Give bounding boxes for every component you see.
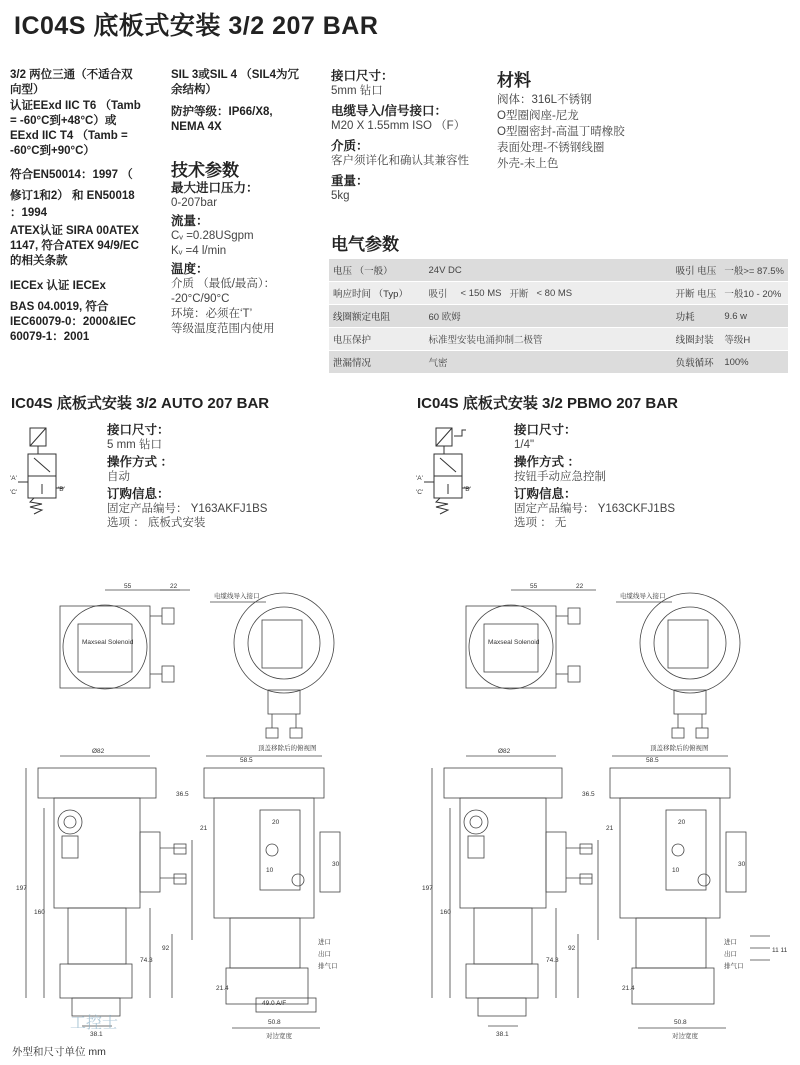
auto-op-label: 操作方式 ： bbox=[107, 455, 173, 469]
dim-22: 22 bbox=[170, 583, 178, 590]
exhaust-label: 排气口 bbox=[724, 963, 744, 970]
dim-10: 10 bbox=[672, 867, 680, 874]
dim-30: 30 bbox=[738, 861, 746, 868]
exhaust-label: 排气口 bbox=[318, 963, 338, 970]
dim-92: 92 bbox=[162, 945, 170, 952]
material-item: 表面处理-不锈钢线圈 bbox=[497, 142, 605, 154]
dim-21-4: 21.4 bbox=[216, 985, 229, 992]
auto-port-label: 接口尺寸： bbox=[107, 423, 170, 437]
table-cell: 一般10 - 20% bbox=[720, 282, 788, 305]
auto-valve-schematic bbox=[8, 424, 98, 516]
auto-order-label: 订购信息： bbox=[107, 487, 170, 501]
port-b-label: 'B' bbox=[58, 486, 65, 493]
inlet-label: 进口 bbox=[724, 939, 737, 946]
dim-55: 55 bbox=[124, 583, 132, 590]
units-footnote: 外型和尺寸单位 mm bbox=[12, 1046, 106, 1058]
top-view-note: 顶盖移除后的俯视图 bbox=[258, 745, 317, 752]
material-heading: 材料 bbox=[497, 71, 531, 90]
table-row bbox=[329, 259, 788, 282]
port-b-label: 'B' bbox=[464, 486, 471, 493]
table-cell: 电压保护 bbox=[329, 328, 425, 351]
tech-heading: 技术参数 bbox=[171, 161, 239, 180]
outlet-label: 出口 bbox=[724, 951, 737, 958]
cert-line: ATEX认证 SIRA 00ATEX bbox=[10, 224, 139, 237]
cert-line: ：1994 bbox=[10, 207, 48, 220]
port-c-label: 'C' bbox=[10, 489, 18, 496]
dim-21: 21 bbox=[606, 825, 614, 832]
cable-entry-label: 电缆线导入接口 bbox=[620, 593, 666, 600]
port-c-label: 'C' bbox=[416, 489, 424, 496]
dim-20: 20 bbox=[678, 819, 686, 826]
pbmo-op-label: 操作方式 ： bbox=[514, 455, 580, 469]
protection-line: NEMA 4X bbox=[171, 120, 222, 133]
dim-22: 22 bbox=[576, 583, 584, 590]
dim-74-3: 74.3 bbox=[546, 957, 559, 964]
cert-line: -60°C到+90°C） bbox=[10, 145, 95, 158]
across-flats-label: 对边宽度 bbox=[266, 1033, 292, 1040]
dim-30: 30 bbox=[332, 861, 340, 868]
pbmo-port-label: 接口尺寸： bbox=[514, 423, 577, 437]
table-cell: 24V DC bbox=[425, 259, 672, 282]
table-cell: 60 欧姆 bbox=[425, 305, 672, 328]
table-cell: 吸引 bbox=[425, 282, 457, 305]
dim-74-3: 74.3 bbox=[140, 957, 153, 964]
temp-line: 介质 （最低/最高）： bbox=[171, 278, 276, 290]
table-cell: 响应时间 （Typ） bbox=[329, 282, 425, 305]
dim-21-4: 21.4 bbox=[622, 985, 635, 992]
table-row bbox=[329, 351, 788, 374]
flow-kv: Kᵥ =4 l/min bbox=[171, 245, 227, 257]
cert-line: 认证EExd IIC T6 （Tamb bbox=[10, 99, 141, 112]
tech-block bbox=[171, 181, 331, 337]
material-item: O型圈密封-高温丁晴橡胶 bbox=[497, 126, 625, 138]
table-cell: 等级H bbox=[720, 328, 788, 351]
dim-160: 160 bbox=[440, 909, 451, 916]
dim-197: 197 bbox=[16, 885, 27, 892]
pbmo-dimension-drawing bbox=[406, 580, 800, 1050]
weight-label: 重量： bbox=[331, 174, 369, 188]
sil-line: 余结构） bbox=[171, 84, 217, 97]
protection-line: 防护等级：IP66/X8, bbox=[171, 105, 273, 118]
auto-op-value: 自动 bbox=[107, 470, 130, 483]
auto-spec-block bbox=[107, 423, 267, 531]
electrical-heading: 电气参数 bbox=[331, 235, 399, 254]
table-cell: 9.6 w bbox=[720, 305, 788, 328]
material-item: 外壳-未上色 bbox=[497, 158, 559, 170]
cable-entry-label: 电缆线导入接口 bbox=[214, 593, 260, 600]
pbmo-order-number: 固定产品编号： Y163CKFJ1BS bbox=[514, 502, 676, 515]
table-cell: 开断 bbox=[505, 282, 532, 305]
table-row bbox=[329, 282, 788, 305]
weight-value: 5kg bbox=[331, 190, 350, 202]
max-pressure-label: 最大进口压力： bbox=[171, 181, 259, 195]
table-cell: 泄漏情况 bbox=[329, 351, 425, 374]
pbmo-order-label: 订购信息： bbox=[514, 487, 577, 501]
dim-10: 10 bbox=[266, 867, 274, 874]
pbmo-op-value: 按钮手动应急控制 bbox=[514, 470, 606, 483]
material-item: 阀体：316L不锈钢 bbox=[497, 94, 592, 106]
auto-section-title: IC04S 底板式安装 3/2 AUTO 207 BAR bbox=[11, 395, 270, 412]
port-a-label: 'A' bbox=[10, 475, 17, 482]
max-pressure-value: 0-207bar bbox=[171, 197, 218, 209]
auto-order-number: 固定产品编号： Y163AKFJ1BS bbox=[107, 502, 268, 515]
electrical-table bbox=[329, 259, 788, 374]
table-cell: 气密 bbox=[425, 351, 672, 374]
outlet-label: 出口 bbox=[318, 951, 331, 958]
pbmo-port-value: 1/4" bbox=[514, 438, 535, 451]
material-list bbox=[497, 92, 625, 172]
cert-line: 60079-1：2001 bbox=[10, 331, 90, 344]
medium-label: 介质： bbox=[331, 139, 369, 153]
cable-label: 电缆导入/信号接口： bbox=[331, 104, 447, 118]
dim-36-5: 36.5 bbox=[582, 791, 595, 798]
inlet-label: 进口 bbox=[318, 939, 331, 946]
dim-160: 160 bbox=[34, 909, 45, 916]
auto-port-value: 5 mm 钻口 bbox=[107, 438, 162, 451]
dim-58-5: 58.5 bbox=[646, 757, 659, 764]
table-cell: 标准型安装电涌抑制二极管 bbox=[425, 328, 672, 351]
maxseal-plate-text: Maxseal Solenoid bbox=[488, 639, 540, 646]
sil-line: SIL 3或SIL 4 （SIL4为冗 bbox=[171, 69, 300, 81]
dim-50-8: 50.8 bbox=[674, 1019, 687, 1026]
table-row bbox=[329, 328, 788, 351]
spec-block bbox=[331, 69, 501, 204]
certification-block bbox=[10, 68, 170, 346]
table-cell: 100% bbox=[720, 351, 788, 374]
medium-value: 客户须详化和确认其兼容性 bbox=[331, 155, 469, 167]
cert-line: 的相关条款 bbox=[10, 255, 68, 268]
material-item: O型圈阀座-尼龙 bbox=[497, 110, 579, 122]
dim-92: 92 bbox=[568, 945, 576, 952]
dim-36-5: 36.5 bbox=[176, 791, 189, 798]
dim-38-1: 38.1 bbox=[90, 1031, 103, 1038]
cert-line: 符合EN50014：1997 （ bbox=[10, 168, 133, 181]
auto-order-option: 选项 ： 底板式安装 bbox=[107, 517, 206, 529]
cert-line: 1147, 符合ATEX 94/9/EC bbox=[10, 239, 139, 252]
table-cell: 开断 电压 bbox=[672, 282, 721, 305]
table-cell: 功耗 bbox=[672, 305, 721, 328]
table-cell: < 80 MS bbox=[532, 282, 671, 305]
cert-line: 向型） bbox=[10, 84, 45, 97]
dim-197: 197 bbox=[422, 885, 433, 892]
table-cell: 负载循环 bbox=[672, 351, 721, 374]
table-cell: 电压 （一般） bbox=[329, 259, 425, 282]
dim-58-5: 58.5 bbox=[240, 757, 253, 764]
cert-line: EExd IIC T4 （Tamb = bbox=[10, 130, 128, 143]
table-cell: 吸引 电压 bbox=[672, 259, 721, 282]
page-title: IC04S 底板式安装 3/2 207 BAR bbox=[14, 12, 379, 40]
port-value: 5mm 钻口 bbox=[331, 85, 383, 97]
temp-line: -20°C/90°C bbox=[171, 293, 230, 305]
flow-label: 流量： bbox=[171, 214, 209, 228]
auto-dimension-drawing bbox=[0, 580, 400, 1050]
sil-block bbox=[171, 68, 331, 135]
dim-20: 20 bbox=[272, 819, 280, 826]
table-row bbox=[329, 305, 788, 328]
across-flats-label: 对边宽度 bbox=[672, 1033, 698, 1040]
table-cell: 线圈封装 bbox=[672, 328, 721, 351]
temp-line: 等级温度范围内使用 bbox=[171, 323, 275, 335]
dim-21: 21 bbox=[200, 825, 208, 832]
pbmo-order-option: 选项 ： 无 bbox=[514, 517, 567, 529]
maxseal-plate-text: Maxseal Solenoid bbox=[82, 639, 134, 646]
port-a-label: 'A' bbox=[416, 475, 423, 482]
cert-line: = -60°C到+48°C）或 bbox=[10, 114, 117, 127]
port-label: 接口尺寸： bbox=[331, 69, 394, 83]
watermark: 工控士 bbox=[70, 1015, 119, 1032]
cert-line: IEC60079-0：2000&IEC bbox=[10, 316, 136, 329]
dim-50-8: 50.8 bbox=[268, 1019, 281, 1026]
cert-line: BAS 04.0019, 符合 bbox=[10, 300, 109, 313]
table-cell: < 150 MS bbox=[457, 282, 506, 305]
cert-line: 3/2 两位三通（不适合双 bbox=[10, 69, 133, 81]
temp-label: 温度： bbox=[171, 262, 209, 276]
table-cell: 线圈额定电阻 bbox=[329, 305, 425, 328]
cable-value: M20 X 1.55mm ISO （F） bbox=[331, 120, 466, 132]
dim-55: 55 bbox=[530, 583, 538, 590]
dim-82: Ø82 bbox=[92, 748, 105, 755]
dim-82: Ø82 bbox=[498, 748, 511, 755]
cert-line: IECEx 认证 IECEx bbox=[10, 279, 106, 292]
flow-cv: Cᵥ =0.28USgpm bbox=[171, 230, 254, 242]
pbmo-spec-block bbox=[514, 423, 675, 531]
pbmo-section-title: IC04S 底板式安装 3/2 PBMO 207 BAR bbox=[417, 395, 678, 412]
dim-38-1: 38.1 bbox=[496, 1031, 509, 1038]
cert-line: 修订1和2） 和 EN50018 bbox=[10, 190, 135, 203]
top-view-note: 顶盖移除后的俯视图 bbox=[650, 745, 709, 752]
dim-11-11: 11 11 bbox=[772, 947, 788, 954]
table-cell: 一般>= 87.5% bbox=[720, 259, 788, 282]
temp-line: 环境：必须在‘T’ bbox=[171, 308, 253, 320]
dim-49-af: 49.0 A/F bbox=[262, 1000, 287, 1007]
pbmo-valve-schematic bbox=[414, 424, 504, 516]
